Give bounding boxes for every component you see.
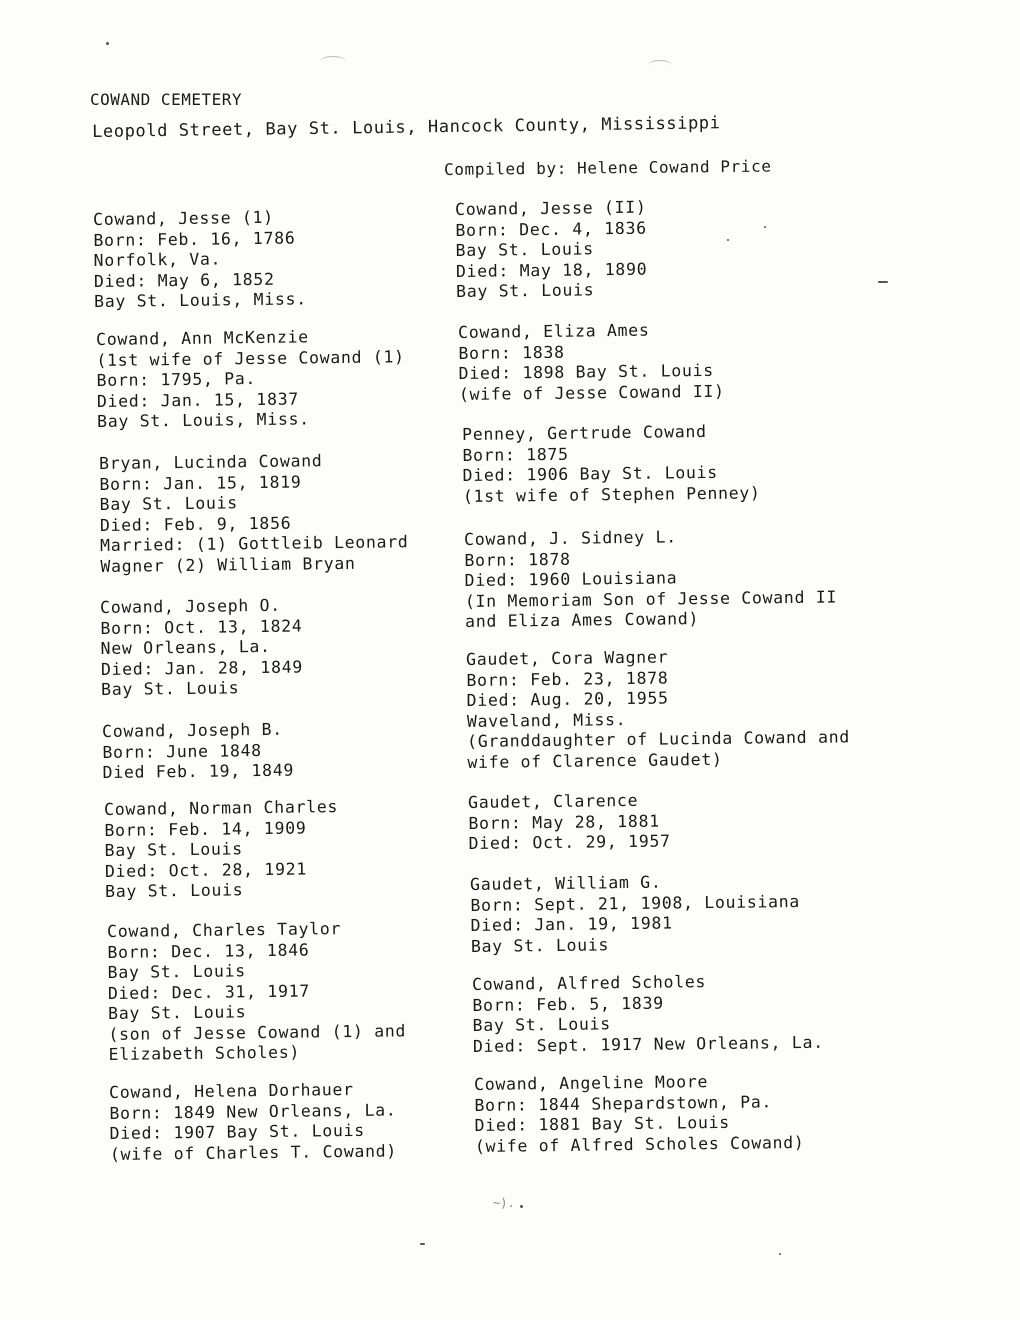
burial-record [102,720,294,784]
scan-speck [764,226,766,228]
record-line: Born: Sept. 21, 1908, Louisiana [470,891,801,915]
record-line: Died: 1881 Bay St. Louis [474,1112,730,1135]
scan-speck [779,1253,781,1255]
scan-speck [520,1205,523,1208]
footer-mark: ~). [493,1196,515,1210]
scan-smudge [648,60,672,71]
record-line: (In Memoriam Son of Jesse Cowand II [464,586,838,611]
record-line: Died: Oct. 29, 1957 [468,831,671,853]
record-line: wife of Clarence Gaudet) [467,749,723,772]
record-name: Cowand, Joseph B. [102,719,283,741]
record-line: (1st wife of Stephen Penney) [462,482,761,506]
record-name: Cowand, Angeline Moore [474,1072,709,1094]
record-line: Bay St. Louis [456,280,595,301]
record-name: Gaudet, Cora Wagner [466,647,669,669]
record-line: Died: Feb. 9, 1856 [99,513,292,535]
record-name: Cowand, Ann McKenzie [96,327,309,349]
scan-speck [727,239,729,241]
record-line: Born: Dec. 13, 1846 [107,940,310,962]
record-line: (son of Jesse Cowand (1) and [108,1020,407,1044]
record-line: Waveland, Miss. [466,709,627,731]
record-line: (wife of Jesse Cowand II) [458,381,725,404]
cemetery-location: Leopold Street, Bay St. Louis, Hancock County, Mississippi [92,113,721,142]
burial-record [99,450,409,577]
record-line: Born: Feb. 23, 1878 [466,668,669,690]
record-name: Cowand, Helena Dorhauer [109,1080,354,1102]
record-line: Born: 1875 [462,444,569,465]
record-line: Bay St. Louis [107,961,246,982]
burial-record [96,326,406,432]
burial-record [100,596,303,701]
burial-record [466,645,850,773]
record-line: New Orleans, La. [100,636,271,658]
record-line: Bay St. Louis [99,493,238,514]
burial-record [93,207,307,312]
burial-record [107,918,406,1065]
record-line: Born: Jan. 15, 1819 [99,472,302,494]
record-name: Penney, Gertrude Cowand [462,422,707,444]
record-line: Died: 1960 Louisiana [464,568,678,590]
record-line: Born: Feb. 14, 1909 [104,818,307,840]
record-line: Born: Feb. 5, 1839 [472,993,664,1015]
record-name: Cowand, Eliza Ames [458,320,650,342]
scan-smudge [320,56,346,67]
record-line: Died: 1898 Bay St. Louis [458,360,714,383]
record-line: Died: 1906 Bay St. Louis [462,462,718,485]
burial-record [104,797,339,902]
scan-speck [106,42,109,45]
record-line: Born: 1878 [464,549,571,570]
burial-record [474,1071,805,1157]
record-line: Married: (1) Gottleib Leonard [100,532,409,555]
record-line: Bay St. Louis [104,839,243,860]
record-name: Cowand, Jesse (1) [93,207,274,229]
record-name: Gaudet, Clarence [468,790,639,812]
record-name: Cowand, Joseph O. [100,595,281,617]
record-line: Bay St. Louis, Miss. [97,409,310,431]
record-line: Bay St. Louis, Miss. [94,289,307,311]
record-name: Cowand, Jesse (II) [455,197,647,219]
record-line: Bay St. Louis [470,934,610,956]
record-line: Elizabeth Scholes) [108,1042,301,1064]
compiled-by: Compiled by: Helene Cowand Price [444,156,772,179]
burial-record [109,1079,397,1165]
record-line: Died: 1907 Bay St. Louis [109,1120,365,1143]
burial-record [470,871,801,957]
record-line: Born: Oct. 13, 1824 [100,616,303,638]
record-name: Cowand, Alfred Scholes [472,972,707,994]
record-line: Born: Feb. 16, 1786 [93,228,296,250]
record-name: Gaudet, William G. [470,872,662,894]
record-name: Cowand, J. Sidney L. [464,527,677,549]
burial-record [462,421,761,507]
record-line: Died: May 18, 1890 [455,259,648,281]
record-line: Died: Jan. 19, 1981 [470,913,673,935]
scan-speck [878,281,888,283]
record-line: Died: Jan. 15, 1837 [96,389,300,411]
record-name: Cowand, Norman Charles [104,797,339,819]
record-line: Born: 1844 Shepardstown, Pa. [474,1091,773,1115]
record-line: Bay St. Louis [101,678,240,699]
record-line: Bay St. Louis [455,239,594,260]
burial-record [472,971,824,1057]
record-line: Died: Oct. 28, 1921 [104,859,308,881]
record-line: (wife of Charles T. Cowand) [109,1140,398,1164]
burial-record [458,320,725,405]
burial-record [464,525,837,632]
record-line: Died: Aug. 20, 1955 [466,688,669,710]
record-line: Died: Sept. 1917 New Orleans, La. [472,1032,824,1056]
record-line: (Granddaughter of Lucinda Cowand and [467,727,851,751]
record-line: Born: May 28, 1881 [468,811,660,833]
record-line: Died Feb. 19, 1849 [102,760,295,782]
record-line: Died: May 6, 1852 [93,269,275,291]
document-title: COWAND CEMETERY [90,90,242,109]
record-line: Bay St. Louis [108,1002,247,1023]
record-line: (1st wife of Jesse Cowand (1) [96,346,405,370]
record-line: Born: June 1848 [102,740,262,762]
record-line: Born: 1838 [458,342,565,363]
record-line: and Eliza Ames Cowand) [465,609,700,631]
scan-speck [420,1243,425,1245]
record-line: Norfolk, Va. [93,249,222,270]
record-line: Born: 1849 New Orleans, La. [109,1099,397,1123]
record-line: Died: Dec. 31, 1917 [107,981,311,1003]
record-name: Cowand, Charles Taylor [107,919,342,941]
burial-record [455,198,648,303]
record-line: Born: Dec. 4, 1836 [455,218,647,240]
record-line: Bay St. Louis [472,1014,611,1035]
burial-record [468,791,671,855]
record-name: Bryan, Lucinda Cowand [99,451,323,473]
record-line: (wife of Alfred Scholes Cowand) [474,1132,805,1156]
record-line: Died: Jan. 28, 1849 [100,657,304,679]
record-line: Born: 1795, Pa. [96,369,257,390]
record-line: Bay St. Louis [105,880,244,901]
record-line: Wagner (2) William Bryan [100,553,356,576]
